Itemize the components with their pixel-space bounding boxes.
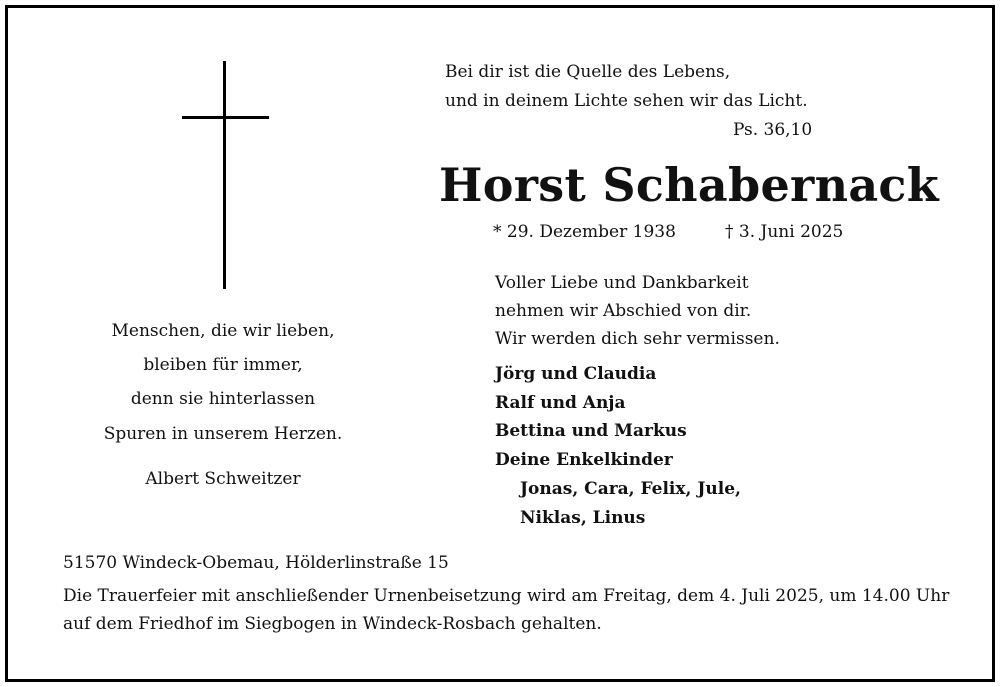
quote-line-1: Menschen, die wir lieben, xyxy=(111,321,335,341)
psalm-reference: Ps. 36,10 xyxy=(733,120,813,140)
service-line-1: Die Trauerfeier mit anschließender Urnenbeisetzung wird am Freitag, dem 4. Juli 2025, um 14.00 Uhr xyxy=(63,586,950,606)
farewell-line-2: nehmen wir Abschied von dir. xyxy=(495,301,752,321)
quote-author: Albert Schweitzer xyxy=(145,469,301,489)
grandchildren-line-2: Niklas, Linus xyxy=(520,508,646,528)
mourner-1: Jörg und Claudia xyxy=(495,364,657,384)
psalm-line-2: und in deinem Lichte sehen wir das Licht. xyxy=(445,91,808,111)
psalm-line-1: Bei dir ist die Quelle des Lebens, xyxy=(445,62,731,82)
service-line-2: auf dem Friedhof im Siegbogen in Windeck-Rosbach gehalten. xyxy=(63,614,602,634)
quote-line-3: denn sie hinterlassen xyxy=(130,389,316,409)
cross-vertical-bar xyxy=(223,61,226,289)
mourner-3: Bettina und Markus xyxy=(495,421,687,441)
farewell-line-1: Voller Liebe und Dankbarkeit xyxy=(495,273,749,293)
mourner-2: Ralf und Anja xyxy=(495,393,626,413)
farewell-line-3: Wir werden dich sehr vermissen. xyxy=(495,329,780,349)
cross-horizontal-bar xyxy=(182,116,269,119)
grandchildren-line-1: Jonas, Cara, Felix, Jule, xyxy=(520,479,741,499)
mourner-4: Deine Enkelkinder xyxy=(495,450,673,470)
death-date: † 3. Juni 2025 xyxy=(725,222,844,242)
deceased-name: Horst Schabernack xyxy=(439,158,939,212)
birth-date: * 29. Dezember 1938 xyxy=(493,222,676,242)
quote-line-2: bleiben für immer, xyxy=(143,355,303,375)
quote-line-4: Spuren in unserem Herzen. xyxy=(103,424,343,444)
obituary-card xyxy=(5,5,995,682)
address: 51570 Windeck-Obemau, Hölderlinstraße 15 xyxy=(63,553,449,573)
